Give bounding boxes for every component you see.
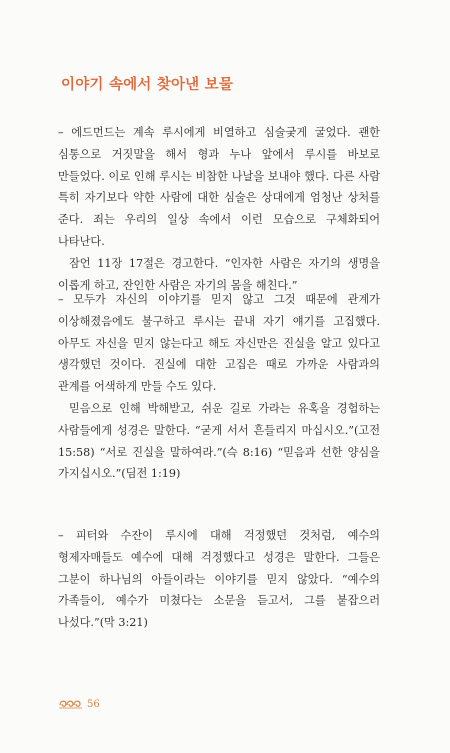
paragraph: – 모두가 자신의 이야기를 믿지 않고 그것 때문에 관계가 이상해졌음에도 불구하고 루시는 끝내 자기 얘기를 고집했다. 아무도 자신을 믿지 않는다고 해도 자신만은 진실을 알고 있다고 생각했던 것이다. 진실에 대한 고집은 때로 가까운 사람과의 관계를 어색하게 만들 수도 있다. — [58, 293, 380, 394]
paragraph: – 피터와 수잔이 루시에 대해 걱정했던 것처럼, 예수의 형제자매들도 예수에 대해 걱정했다고 성경은 말한다. 그들은 그분이 하나님의 아들이라는 이야기를 믿지 않았다. “예수의 가족들이, 예수가 미쳤다는 소문을 듣고서, 그를 붙잡으러 나섰다.”(막 3:21) — [58, 529, 380, 630]
paragraph: 믿음으로 인해 박해받고, 쉬운 길로 가라는 유혹을 경험하는 사람들에게 성경은 말한다. “굳게 서서 흔들리지 마십시오.”(고전 15:58) “서로 진실을 말하여라.”(슥 8:16) “믿음과 선한 양심을 가지십시오.”(딤전 1:19) — [58, 401, 380, 481]
paragraph: 잠언 11장 17절은 경고한다. “인자한 사람은 자기의 생명을 이롭게 하고, 잔인한 사람은 자기의 몸을 해친다.” — [58, 256, 380, 292]
paragraph: – 에드먼드는 계속 루시에게 비열하고 심술궂게 굴었다. 괜한 심통으로 거짓말을 해서 형과 누나 앞에서 루시를 바보로 만들었다. 이로 인해 루시는 비참한 나날을 보내야 했다. 다른 사람 특히 자기보다 약한 사람에 대한 심술은 상대에게 엄청난 상처를 준다. 죄는 우리의 일상 속에서 이런 모습으로 구체화되어 나타난다. — [58, 126, 380, 248]
text-block-1 — [58, 122, 380, 296]
text-block-3 — [58, 525, 380, 634]
page-footer — [58, 696, 100, 712]
text-block-2 — [58, 289, 380, 485]
decorative-swirl-icon — [58, 698, 84, 710]
section-title: 이야기 속에서 찾아낸 보물 — [61, 77, 234, 93]
page-number: 56 — [87, 698, 100, 710]
